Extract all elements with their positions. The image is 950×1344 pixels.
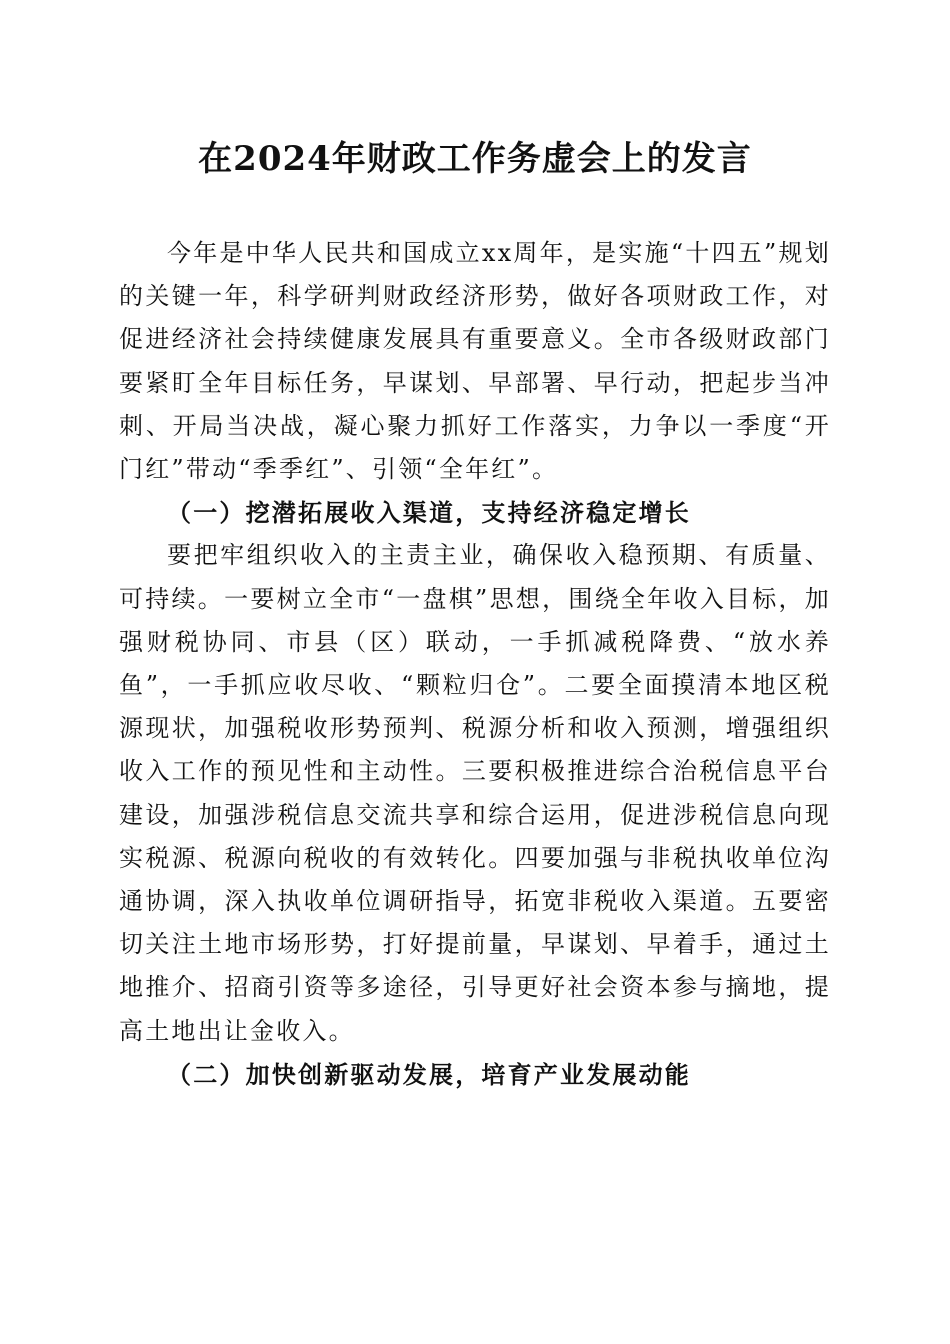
intro-paragraph: 今年是中华人民共和国成立xx周年，是实施“十四五”规划的关键一年，科学研判财政经济形势，做好各项财政工作，对促进经济社会持续健康发展具有重要意义。全市各级财政部门要紧盯全年目标任务，早谋划、早部署、早行动，把起步当冲刺、开局当决战，凝心聚力抓好工作落实，力争以一季度“开门红”带动“季季红”、引领“全年红”。	[119, 239, 831, 484]
section-1-heading: （一）挖潜拓展收入渠道，支持经济稳定增长	[167, 498, 691, 528]
document-title: 在2024年财政工作务虚会上的发言	[198, 139, 752, 179]
section-2-heading: （二）加快创新驱动发展，培育产业发展动能	[167, 1059, 691, 1089]
document-body	[119, 232, 831, 1096]
section-1-paragraph: 要把牢组织收入的主责主业，确保收入稳预期、有质量、可持续。一要树立全市“一盘棋”思想，围绕全年收入目标，加强财税协同、市县（区）联动，一手抓减税降费、“放水养鱼”，一手抓应收尽收、“颗粒归仓”。二要全面摸清本地区税源现状，加强税收形势预判、税源分析和收入预测，增强组织收入工作的预见性和主动性。三要积极推进综合治税信息平台建设，加强涉税信息交流共享和综合运用，促进涉税信息向现实税源、税源向税收的有效转化。四要加强与非税执收单位沟通协调，深入执收单位调研指导，拓宽非税收入渠道。五要密切关注土地市场形势，打好提前量，早谋划、早着手，通过土地推介、招商引资等多途径，引导更好社会资本参与摘地，提高土地出让金收入。	[119, 541, 831, 1045]
